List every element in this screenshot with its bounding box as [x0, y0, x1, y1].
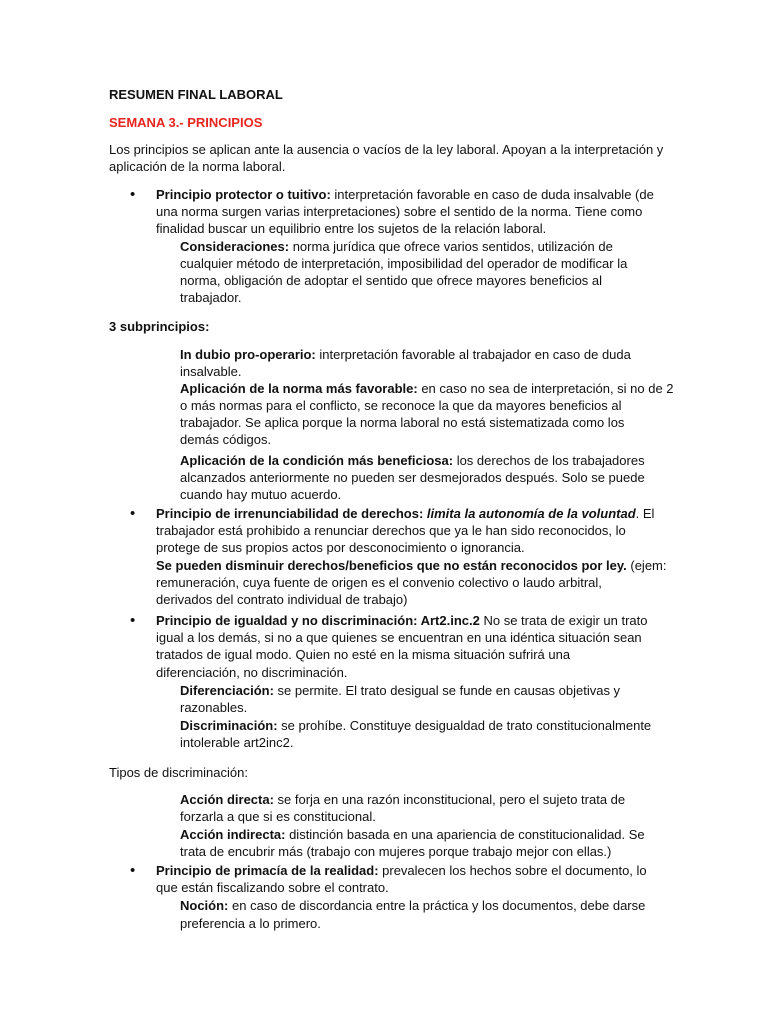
accion-indirecta-line [180, 826, 645, 843]
text-line: cualquier método de interpretación, imposibilidad del operador de modificar la [180, 256, 628, 271]
text-line: finalidad buscar un equilibrio entre los sujetos de la relación laboral. [156, 221, 547, 236]
discriminacion-text: se prohíbe. Constituye desigualdad de trato constitucionalmente [277, 718, 652, 733]
text-line: protege de sus propios actos por desconocimiento o ignorancia. [156, 540, 525, 555]
accion-directa-line [180, 791, 625, 808]
text-line: demás códigos. [180, 432, 272, 447]
diferenciacion-line [180, 682, 620, 699]
subprincipio-text: los derechos de los trabajadores [453, 453, 645, 468]
bullet-icon: • [130, 862, 136, 879]
text-line: o más normas para el conflicto, se reconoce la que da mayores beneficios al [180, 398, 622, 413]
text-line: trabajador. [180, 290, 242, 305]
subprincipio-label: Aplicación de la norma más favorable: [180, 381, 418, 396]
subprincipio-condicion [180, 452, 645, 469]
accion-label: Acción directa: [180, 792, 274, 807]
diferenciacion-text: se permite. El trato desigual se funde en causas objetivas y [273, 683, 621, 698]
text-line: trabajador está prohibido a renunciar derechos que ya le han sido reconocidos, lo [156, 523, 626, 538]
principle-protector [156, 186, 654, 203]
principle-label: Principio protector o tuitivo: [156, 187, 331, 202]
text-line: intolerable art2inc2. [180, 735, 294, 750]
nocion-label: Noción: [180, 898, 229, 913]
nocion-text: en caso de discordancia entre la práctica y los documentos, debe darse [228, 898, 646, 913]
diferenciacion-label: Diferenciación: [180, 683, 274, 698]
text-line: insalvable. [180, 364, 242, 379]
text-line: igual a los demás, si no a que quienes se encuentran en una idéntica situación sean [156, 630, 642, 645]
bullet-icon: • [130, 612, 136, 629]
subprincipios-heading: 3 subprincipios: [109, 319, 210, 334]
bullet-icon: • [130, 505, 136, 522]
text-line: trata de encubrir más (trabajo con mujeres porque trabajo mejor con ellas.) [180, 844, 612, 859]
consideraciones-line [180, 238, 613, 255]
principle-label: Principio de primacía de la realidad: [156, 863, 379, 878]
subprincipio-label: Aplicación de la condición más beneficiosa: [180, 453, 454, 468]
text-line [156, 557, 667, 574]
principle-label: Principio de irrenunciabilidad de derechos: [156, 506, 424, 521]
bullet-icon: • [130, 186, 136, 203]
text-line: preferencia a lo primero. [180, 916, 321, 931]
consideraciones-text: norma jurídica que ofrece varios sentidos, utilización de [289, 239, 613, 254]
accion-text: se forja en una razón inconstitucional, pero el sujeto trata de [273, 792, 626, 807]
accion-text: distinción basada en una apariencia de constitucionalidad. Se [285, 827, 645, 842]
subprincipio-indubio [180, 346, 631, 363]
text-line: derivados del contrato individual de trabajo) [156, 592, 408, 607]
intro-line: Los principios se aplican ante la ausencia o vacíos de la ley laboral. Apoyan a la interpretación y [109, 142, 664, 157]
principle-emphasis: limita la autonomía de la voluntad [423, 506, 636, 521]
tipos-heading: Tipos de discriminación: [109, 765, 248, 780]
principle-text: . El [635, 506, 655, 521]
section-heading: SEMANA 3.- PRINCIPIOS [109, 115, 263, 130]
subprincipio-label: In dubio pro-operario: [180, 347, 316, 362]
text-line: una norma surgen varias interpretaciones) sobre el sentido de la norma. Tiene como [156, 204, 643, 219]
principle-text: (ejem: [626, 558, 667, 573]
text-line: cuando hay mutuo acuerdo. [180, 487, 342, 502]
subprincipio-text: interpretación favorable al trabajador en caso de duda [315, 347, 631, 362]
principle-irrenunciabilidad [156, 505, 654, 522]
bold-statement: Se pueden disminuir derechos/beneficios que no están reconocidos por ley. [156, 558, 627, 573]
text-line: forzarla a que si es constitucional. [180, 809, 376, 824]
accion-label: Acción indirecta: [180, 827, 286, 842]
principle-igualdad [156, 612, 648, 629]
principle-text: interpretación favorable en caso de duda insalvable (de [330, 187, 654, 202]
subprincipio-norma [180, 380, 674, 397]
text-line: trabajador. Se aplica porque la norma laboral no está sistematizada como los [180, 415, 625, 430]
text-line: diferenciación, no discriminación. [156, 665, 348, 680]
discriminacion-label: Discriminación: [180, 718, 278, 733]
principle-primacia [156, 862, 647, 879]
text-line: remuneración, cuya fuente de origen es el convenio colectivo o laudo arbitral, [156, 575, 602, 590]
text-line: alcanzados anteriormente no pueden ser desmejorados después. Solo se puede [180, 470, 645, 485]
principle-text: No se trata de exigir un trato [479, 613, 648, 628]
principle-text: prevalecen los hechos sobre el documento, lo [378, 863, 647, 878]
document-title: RESUMEN FINAL LABORAL [109, 87, 283, 102]
nocion-line [180, 897, 645, 914]
text-line: norma, obligación de adoptar el sentido que ofrece mayores beneficios al [180, 273, 603, 288]
intro-line: aplicación de la norma laboral. [109, 159, 286, 174]
text-line: que están fiscalizando sobre el contrato. [156, 880, 389, 895]
text-line: razonables. [180, 700, 248, 715]
text-line: tratados de igual modo. Quien no esté en la misma situación sufrirá una [156, 647, 571, 662]
discriminacion-line [180, 717, 651, 734]
principle-label: Principio de igualdad y no discriminación: Art2.inc.2 [156, 613, 480, 628]
consideraciones-label: Consideraciones: [180, 239, 290, 254]
subprincipio-text: en caso no sea de interpretación, si no de 2 [417, 381, 674, 396]
